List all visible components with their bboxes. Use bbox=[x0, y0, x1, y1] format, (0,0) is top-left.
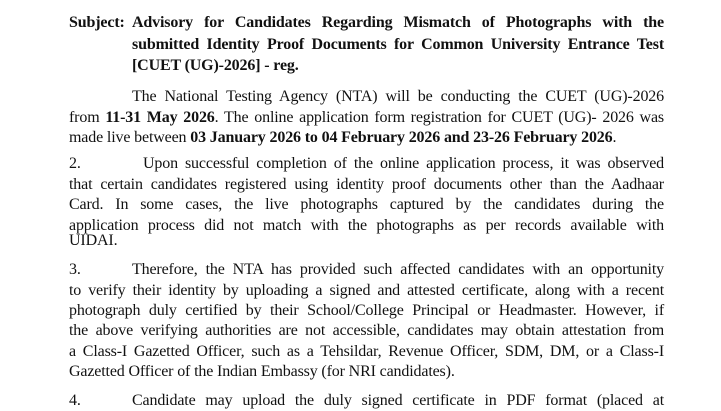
exam-dates: 11-31 May 2026 bbox=[105, 109, 215, 126]
subject-line: submitted Identity Proof Documents for Common University Entrance Test bbox=[132, 36, 664, 53]
paragraph-2-line: that certain candidates registered using identity proof documents other than the Aadhaar bbox=[69, 176, 664, 193]
paragraph-3-line: to verify their identity by uploading a signed and attested certificate, along with a recent bbox=[69, 282, 664, 299]
paragraph-4-line: Candidate may upload the duly signed certificate in PDF format (placed at bbox=[132, 392, 664, 409]
paragraph-1-line: The National Testing Agency (NTA) will be conducting the CUET (UG)-2026 bbox=[132, 88, 664, 105]
registration-dates: 03 January 2026 to 04 February 2026 and 23-26 February 2026 bbox=[190, 129, 613, 146]
paragraph-1-line bbox=[69, 107, 664, 128]
text: made live between bbox=[69, 129, 191, 146]
paragraph-3-line: the above verifying authorities are not accessible, candidates may obtain attestation from bbox=[69, 322, 664, 339]
paragraph-1-line bbox=[69, 127, 664, 148]
text: . The online application form registration for CUET (UG)- 2026 was bbox=[214, 109, 664, 126]
paragraph-3-line: Therefore, the NTA has provided such affected candidates with an opportunity bbox=[132, 261, 664, 278]
subject-line: [CUET (UG)-2026] - reg. bbox=[132, 57, 299, 74]
text: . bbox=[612, 129, 617, 146]
paragraph-2-line: UIDAI. bbox=[69, 232, 118, 249]
paragraph-4-number: 4. bbox=[69, 392, 81, 409]
paragraph-2-number: 2. bbox=[69, 155, 81, 172]
paragraph-2-line: Card. In some cases, the live photographs captured by the candidates during the bbox=[69, 196, 664, 213]
subject-label: Subject: bbox=[69, 14, 125, 31]
paragraph-3-line: a Class-I Gazetted Officer, such as a Tehsildar, Revenue Officer, SDM, DM, or a Class-I bbox=[69, 343, 664, 360]
paragraph-3-line: Gazetted Officer of the Indian Embassy (for NRI candidates). bbox=[69, 363, 455, 380]
paragraph-2-line: Upon successful completion of the online application process, it was observed bbox=[143, 155, 664, 172]
paragraph-3-line: photograph duly certified by their School/College Principal or Headmaster. However, if bbox=[69, 302, 664, 319]
paragraph-3-number: 3. bbox=[69, 261, 81, 278]
text: from bbox=[69, 109, 106, 126]
paragraph-2-line: application process did not match with the photographs as per records available with bbox=[69, 217, 664, 234]
subject-line: Advisory for Candidates Regarding Mismatch of Photographs with the bbox=[132, 14, 664, 31]
